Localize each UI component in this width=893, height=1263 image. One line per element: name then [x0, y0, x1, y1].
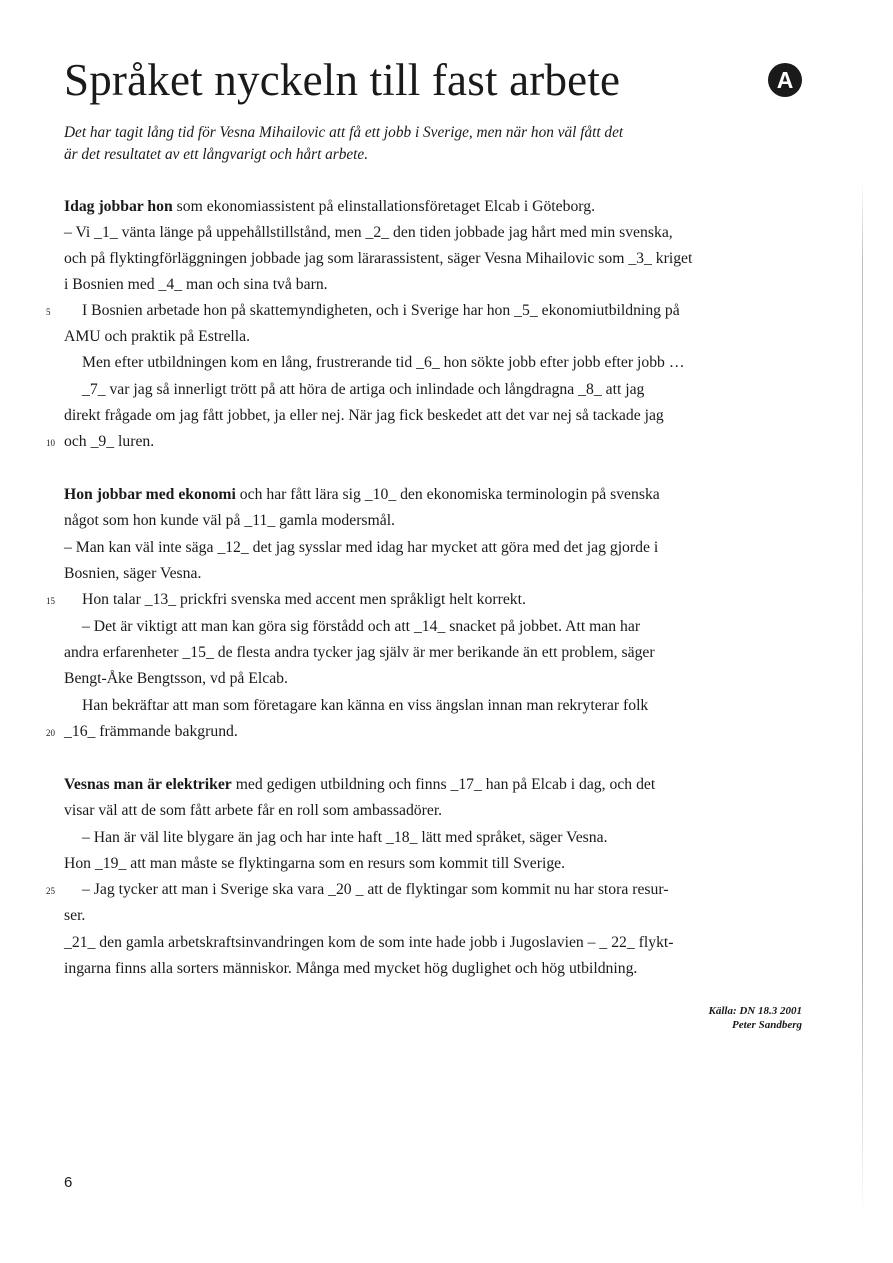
text-line: [82, 350, 685, 376]
text-line: [64, 508, 395, 534]
line-text: – Jag tycker att man i Sverige ska vara _20 _ att de flyktingar som kommit nu har stora resur-: [82, 881, 669, 898]
line-text: – Det är viktigt att man kan göra sig förstådd och att _14_ snacket på jobbet. Att man har: [82, 618, 641, 635]
line-text: andra erfarenheter _15_ de flesta andra tycker jag själv är mer berikande än ett problem, säger: [64, 644, 655, 661]
text-line: [64, 246, 692, 272]
line-number: 5: [46, 307, 51, 317]
text-line: [64, 930, 674, 956]
section-badge: A: [768, 63, 802, 97]
line-text: direkt frågade om jag fått jobbet, ja eller nej. När jag fick beskedet att det var nej så tackade jag: [64, 407, 664, 424]
line-text: ser.: [64, 907, 86, 924]
line-text: _21_ den gamla arbetskraftsinvandringen kom de som inte hade jobb i Jugoslavien – _ 22_ flykt-: [64, 934, 674, 951]
text-line: [64, 324, 250, 350]
source-credit: [709, 1004, 803, 1032]
text-line: [82, 587, 526, 613]
text-line: [82, 877, 669, 903]
line-number: 25: [46, 886, 55, 896]
source-citation: Källa: DN 18.3 2001: [708, 1005, 802, 1017]
line-text: ingarna finns alla sorters människor. Många med mycket hög duglighet och hög utbildning.: [64, 960, 638, 977]
line-text: i Bosnien med _4_ man och sina två barn.: [64, 276, 328, 293]
text-line: [64, 640, 655, 666]
text-line: [64, 194, 595, 220]
intro-paragraph: [64, 122, 784, 166]
line-text: Han bekräftar att man som företagare kan känna en viss ängslan innan man rekryterar folk: [82, 697, 649, 714]
line-number: 20: [46, 728, 55, 738]
line-text: I Bosnien arbetade hon på skattemyndigheten, och i Sverige har hon _5_ ekonomiutbildning på: [82, 302, 680, 319]
text-line: [64, 719, 238, 745]
line-text: och på flyktingförläggningen jobbade jag som lärarassistent, säger Vesna Mihailovic som _3_ kriget: [64, 250, 693, 267]
text-line: [82, 825, 608, 851]
text-line: [64, 482, 660, 508]
line-text: Hon talar _13_ prickfri svenska med accent men språkligt helt korrekt.: [82, 591, 526, 608]
page-number: 6: [64, 1174, 73, 1191]
text-line: [64, 535, 658, 561]
line-text: och _9_ luren.: [64, 433, 155, 450]
line-text: Hon _19_ att man måste se flyktingarna som en resurs som kommit till Sverige.: [64, 855, 566, 872]
intro-line: är det resultatet av ett långvarigt och hårt arbete.: [64, 146, 369, 163]
intro-line: Det har tagit lång tid för Vesna Mihailovic att få ett jobb i Sverige, men när hon väl fått det: [64, 124, 624, 141]
document-title: Språket nyckeln till fast arbete: [64, 55, 621, 105]
text-line: [64, 429, 154, 455]
paragraph-lead: Idag jobbar hon: [64, 198, 173, 215]
line-text: AMU och praktik på Estrella.: [64, 328, 251, 345]
paragraph-lead: Hon jobbar med ekonomi: [64, 486, 236, 503]
text-line: [64, 851, 565, 877]
text-line: [64, 956, 637, 982]
line-text: – Han är väl lite blygare än jag och har inte haft _18_ lätt med språket, säger Vesna.: [82, 829, 608, 846]
text-line: [64, 272, 328, 298]
line-number: 15: [46, 596, 55, 606]
text-line: [82, 614, 640, 640]
line-number: 10: [46, 438, 55, 448]
line-text: _7_ var jag så innerligt trött på att höra de artiga och inlindade och långdragna _8_ att jag: [82, 381, 645, 398]
line-text: Bosnien, säger Vesna.: [64, 565, 202, 582]
line-text: något som hon kunde väl på _11_ gamla modersmål.: [64, 512, 395, 529]
text-line: [64, 666, 288, 692]
scan-edge: [862, 180, 863, 1220]
line-text: med gedigen utbildning och finns _17_ han på Elcab i dag, och det: [231, 776, 656, 793]
line-text: och har fått lära sig _10_ den ekonomiska terminologin på svenska: [235, 486, 660, 503]
line-text: Men efter utbildningen kom en lång, frustrerande tid _6_ hon sökte jobb efter jobb efter jobb …: [82, 354, 685, 371]
text-line: [64, 903, 85, 929]
text-line: [82, 693, 648, 719]
line-text: visar väl att de som fått arbete får en roll som ambassadörer.: [64, 802, 443, 819]
text-line: [64, 220, 673, 246]
line-text: som ekonomiassistent på elinstallationsföretaget Elcab i Göteborg.: [172, 198, 596, 215]
line-text: Bengt-Åke Bengtsson, vd på Elcab.: [64, 670, 288, 687]
text-line: [64, 772, 655, 798]
line-text: _16_ främmande bakgrund.: [64, 723, 238, 740]
paragraph-lead: Vesnas man är elektriker: [64, 776, 232, 793]
text-line: [64, 403, 664, 429]
line-text: – Vi _1_ vänta länge på uppehållstillstånd, men _2_ den tiden jobbade jag hårt med min svenska,: [64, 224, 673, 241]
source-author: Peter Sandberg: [732, 1019, 802, 1031]
text-line: [64, 561, 201, 587]
line-text: – Man kan väl inte säga _12_ det jag sysslar med idag har mycket att göra med det jag gjorde i: [64, 539, 659, 556]
text-line: [82, 377, 644, 403]
text-line: [64, 798, 442, 824]
text-line: [82, 298, 680, 324]
